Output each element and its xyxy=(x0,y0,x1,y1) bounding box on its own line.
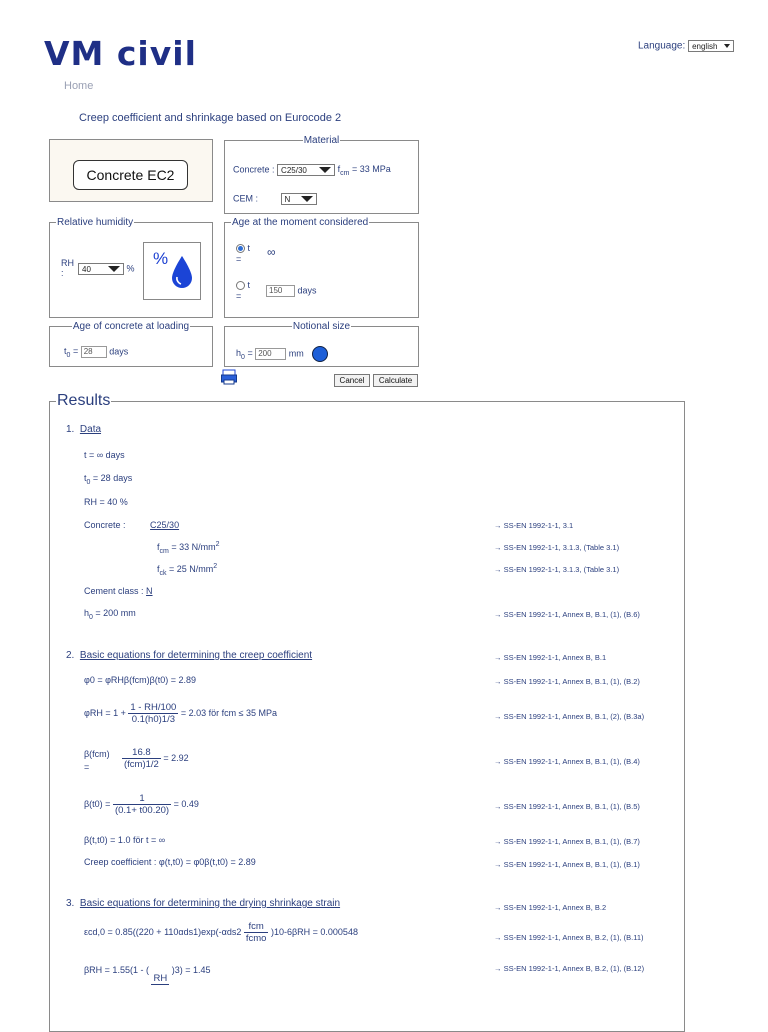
chevron-down-icon xyxy=(724,44,730,48)
concrete-ec2-panel xyxy=(49,139,213,202)
phirh-equation: φRH = 1 + $\frac{1 - RH/100}{0.1(h0)1/3}$ = 2.03 för fcm ≤ 35 MPa xyxy=(84,702,278,725)
cement-class-link[interactable]: N xyxy=(146,586,153,596)
ecd-equation: εcd,0 = 0.85((220 + 110αds1)exp(-αds2 $\frac{\text{fcm}}{\text{fcmo}}$ )10-6βRH = 0.000548 xyxy=(84,921,358,944)
ref-b7: → SS-EN 1992-1-1, Annex B, B.1, (1), (B.7) xyxy=(494,837,640,846)
creep-coefficient: Creep coefficient : φ(t,t0) = φ0β(t,t0) = 2.89 xyxy=(84,857,256,867)
fcm-row: $f_{cm} = 33$ $N/mm^2$ xyxy=(157,541,220,555)
rh-value: 40 xyxy=(82,264,91,274)
t0-input[interactable]: 28 xyxy=(81,346,107,358)
bfcm-fraction: $\frac{16.8}{\text{(fcm)1/2}}$ = 2.92 xyxy=(124,747,189,770)
material-legend: Material xyxy=(303,135,340,146)
brh-equation: βRH = 1.55(1 - ( RH )3) = 1.45 xyxy=(84,965,211,984)
ref-b1-1: → SS-EN 1992-1-1, Annex B, B.1, (1), (B.1) xyxy=(494,860,640,869)
infinity-value: ∞ xyxy=(267,245,276,259)
chevron-down-icon xyxy=(301,196,313,202)
material-fieldset xyxy=(224,135,419,214)
percent-icon: % xyxy=(153,249,169,268)
loading-age-fieldset xyxy=(49,321,213,367)
ref-3-1: → SS-EN 1992-1-1, 3.1 xyxy=(494,521,574,530)
t0-label: $t_0$ = xyxy=(64,346,79,360)
t0-unit: days xyxy=(109,346,129,357)
humidity-icon xyxy=(143,242,201,300)
ref-b12: → SS-EN 1992-1-1, Annex B, B.2, (1), (B.12) xyxy=(494,964,645,973)
chevron-down-icon xyxy=(108,266,120,272)
creep-link[interactable]: Basic equations for determining the creep coefficient xyxy=(79,650,313,661)
phi0-equation: φ0 = φRHβ(fcm)β(t0) = 2.89 xyxy=(84,675,197,685)
humidity-legend: Relative humidity xyxy=(57,217,134,228)
ref-b1: → SS-EN 1992-1-1, Annex B, B.1 xyxy=(494,653,607,662)
notional-legend: Notional size xyxy=(292,321,351,332)
language-label: Language: xyxy=(638,40,686,52)
t-label: t xyxy=(247,243,251,253)
water-drop-icon xyxy=(170,255,194,289)
cement-row: Cement class : N xyxy=(84,586,153,596)
vm-civil-logo[interactable]: VM civil xyxy=(44,34,197,73)
fcm-value: $f_{cm} = 33$ MPa xyxy=(337,164,391,178)
concrete-value: C25/30 xyxy=(281,165,307,175)
ref-b2: → SS-EN 1992-1-1, Annex B, B.1, (1), (B.2) xyxy=(494,677,640,686)
h0-input[interactable]: 200 xyxy=(255,348,286,360)
t0-row: $t_0 = 28$ days xyxy=(84,473,133,486)
home-link[interactable]: Home xyxy=(64,80,94,92)
ref-b3a: → SS-EN 1992-1-1, Annex B, B.1, (2), (B.3a) xyxy=(494,712,645,721)
ref-table-fcm: → SS-EN 1992-1-1, 3.1.3, (Table 3.1) xyxy=(494,543,620,552)
cem-value: N xyxy=(284,194,291,204)
fck-row: $f_{ck} = 25$ $N/mm^2$ xyxy=(157,563,218,577)
age-legend: Age at the moment considered xyxy=(232,217,369,228)
info-icon[interactable] xyxy=(312,346,328,362)
ref-b2-section: → SS-EN 1992-1-1, Annex B, B.2 xyxy=(494,903,607,912)
h0-label: $h_0$ = xyxy=(236,348,253,362)
rh-label: RH xyxy=(61,258,74,268)
concrete-ec2-button[interactable]: Concrete EC2 xyxy=(73,160,188,190)
ref-b6: → SS-EN 1992-1-1, Annex B, B.1, (1), (B.6) xyxy=(494,610,640,619)
print-icon[interactable] xyxy=(221,369,237,385)
concrete-class-link[interactable]: C25/30 xyxy=(150,520,180,530)
t-days-input[interactable]: 150 xyxy=(266,285,295,297)
section-shrinkage-title: 3. Basic equations for determining the drying shrinkage strain xyxy=(66,898,341,909)
language-value: english xyxy=(692,41,718,51)
cem-select[interactable] xyxy=(281,193,317,205)
h0-unit: mm xyxy=(288,348,304,359)
chevron-down-icon xyxy=(319,167,331,173)
ref-b11: → SS-EN 1992-1-1, Annex B, B.2, (1), (B.11) xyxy=(494,933,644,942)
concrete-label: Concrete : xyxy=(233,164,275,175)
ref-table-fck: → SS-EN 1992-1-1, 3.1.3, (Table 3.1) xyxy=(494,565,620,574)
rh-unit: % xyxy=(126,263,135,274)
t-row: t = ∞ days xyxy=(84,450,125,460)
data-link[interactable]: Data xyxy=(79,424,102,435)
language-selector xyxy=(638,40,734,52)
shrinkage-link[interactable]: Basic equations for determining the drying shrinkage strain xyxy=(79,898,341,909)
concrete-select[interactable] xyxy=(277,164,335,176)
concrete-row: Concrete : C25/30 xyxy=(84,520,180,530)
cancel-button[interactable]: Cancel xyxy=(334,374,370,387)
results-legend: Results xyxy=(57,392,111,409)
page-subtitle: Creep coefficient and shrinkage based on Eurocode 2 xyxy=(79,112,342,124)
language-select[interactable] xyxy=(688,40,734,52)
t-days-unit: days xyxy=(297,285,317,296)
rh-row: RH = 40 % xyxy=(84,497,128,507)
bt0-equation: β(t0) = $\frac{1}{(0.1+ t00.20)}$ = 0.49 xyxy=(84,793,199,816)
t-days-radio[interactable] xyxy=(236,281,245,290)
calculate-button[interactable]: Calculate xyxy=(373,374,418,387)
age-fieldset: Age at the moment considered t = ∞ t = 150 days xyxy=(224,217,419,318)
section-creep-title: 2. Basic equations for determining the creep coefficient xyxy=(66,650,313,661)
ref-b5: → SS-EN 1992-1-1, Annex B, B.1, (1), (B.5) xyxy=(494,802,640,811)
humidity-fieldset: Relative humidity RH : 40 % % xyxy=(49,217,213,318)
loading-legend: Age of concrete at loading xyxy=(72,321,190,332)
t-label: t xyxy=(247,280,251,290)
h0-row: $h_0 = 200$ mm xyxy=(84,608,136,621)
bfcm-equation: β(fcm) = xyxy=(84,749,110,772)
rh-select[interactable] xyxy=(78,263,124,275)
btt0-equation: β(t,t0) = 1.0 för t = ∞ xyxy=(84,835,166,845)
t-infinity-radio[interactable] xyxy=(236,244,245,253)
notional-size-fieldset xyxy=(224,321,419,367)
cem-label: CEM : xyxy=(233,193,259,204)
section-data-title: 1. Data xyxy=(66,424,102,435)
ref-b4: → SS-EN 1992-1-1, Annex B, B.1, (1), (B.4) xyxy=(494,757,640,766)
